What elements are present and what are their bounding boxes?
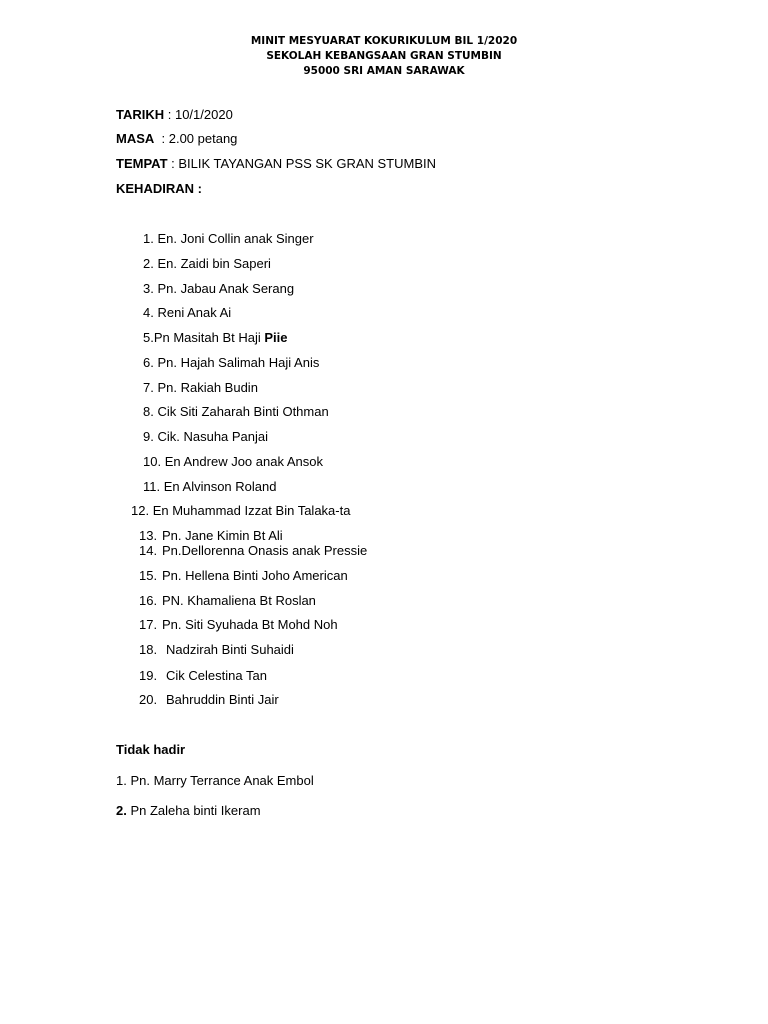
tarikh-value: : 10/1/2020 bbox=[164, 107, 233, 122]
attendee-number: 14. bbox=[139, 543, 158, 558]
attendee-item bbox=[131, 503, 350, 519]
attendee-item bbox=[139, 568, 348, 584]
attendee-number: 13. bbox=[139, 528, 158, 543]
attendee-name: Pn. Rakiah Budin bbox=[157, 380, 258, 395]
attendee-number: 10. bbox=[143, 454, 162, 469]
attendee-name: Pn Masitah Bt Haji bbox=[153, 330, 265, 345]
tarikh-label: TARIKH bbox=[116, 107, 165, 122]
absent-item bbox=[116, 803, 261, 819]
attendee-number: 4. bbox=[143, 305, 154, 320]
attendee-name: En. Joni Collin anak Singer bbox=[157, 231, 314, 246]
attendee-item bbox=[143, 281, 294, 297]
attendee-number: 19. bbox=[139, 668, 158, 683]
absent-item bbox=[116, 773, 314, 789]
attendee-name: Pn. Hellena Binti Joho American bbox=[162, 568, 348, 583]
meta-tarikh bbox=[116, 107, 233, 123]
attendee-number: 5. bbox=[143, 330, 154, 345]
attendee-item bbox=[139, 528, 283, 544]
attendee-item bbox=[143, 305, 231, 321]
attendee-item bbox=[143, 380, 258, 396]
attendee-number: 16. bbox=[139, 593, 158, 608]
attendee-number: 20. bbox=[139, 692, 158, 707]
header-title: MINIT MESYUARAT KOKURIKULUM BIL 1/2020 bbox=[250, 35, 518, 47]
attendee-item bbox=[139, 617, 338, 633]
header-school: SEKOLAH KEBANGSAAN GRAN STUMBIN bbox=[266, 50, 502, 62]
attendee-name: Pn. Jabau Anak Serang bbox=[157, 281, 295, 296]
kehadiran-label: KEHADIRAN : bbox=[116, 181, 202, 196]
attendee-number: 17. bbox=[139, 617, 158, 632]
attendee-number: 8. bbox=[143, 404, 154, 419]
absent-name: Pn. Marry Terrance Anak Embol bbox=[126, 773, 314, 788]
attendee-name: En Muhammad Izzat Bin Talaka-ta bbox=[152, 503, 351, 518]
attendee-name: Pn. Siti Syuhada Bt Mohd Noh bbox=[162, 617, 338, 632]
header-address: 95000 SRI AMAN SARAWAK bbox=[303, 65, 465, 77]
attendee-number: 1. bbox=[143, 231, 154, 246]
attendee-item bbox=[139, 692, 279, 708]
masa-label: MASA bbox=[116, 131, 155, 146]
attendee-name: Pn. Hajah Salimah Haji Anis bbox=[157, 355, 320, 370]
masa-value: : 2.00 petang bbox=[154, 131, 238, 146]
attendee-name: Reni Anak Ai bbox=[157, 305, 232, 320]
attendee-name: En Andrew Joo anak Ansok bbox=[164, 454, 323, 469]
attendee-item bbox=[143, 454, 323, 470]
absent-number: 2. bbox=[116, 803, 127, 818]
attendee-item bbox=[143, 355, 319, 371]
attendee-number: 3. bbox=[143, 281, 154, 296]
tempat-label: TEMPAT bbox=[116, 156, 168, 171]
attendee-name: Pn.Dellorenna Onasis anak Pressie bbox=[162, 543, 368, 558]
meta-masa bbox=[116, 131, 237, 147]
attendee-name-bold: Piie bbox=[264, 330, 288, 345]
attendee-item bbox=[143, 404, 329, 420]
attendee-name: En. Zaidi bin Saperi bbox=[157, 256, 271, 271]
attendee-number: 12. bbox=[131, 503, 150, 518]
attendee-number: 6. bbox=[143, 355, 154, 370]
attendee-name: Pn. Jane Kimin Bt Ali bbox=[162, 528, 283, 543]
attendee-name: Cik. Nasuha Panjai bbox=[157, 429, 269, 444]
attendee-name: Bahruddin Binti Jair bbox=[166, 692, 279, 707]
attendee-name: Nadzirah Binti Suhaidi bbox=[166, 642, 294, 657]
absent-heading: Tidak hadir bbox=[116, 742, 186, 757]
attendee-number: 11. bbox=[143, 479, 161, 494]
document-header bbox=[0, 34, 768, 79]
attendee-number: 18. bbox=[139, 642, 158, 657]
attendee-item bbox=[143, 429, 268, 445]
attendee-item bbox=[143, 479, 276, 495]
attendee-number: 2. bbox=[143, 256, 154, 271]
attendee-number: 15. bbox=[139, 568, 158, 583]
attendee-number: 7. bbox=[143, 380, 154, 395]
attendee-item bbox=[139, 642, 294, 658]
attendee-item bbox=[139, 668, 267, 684]
attendee-item bbox=[143, 256, 271, 272]
attendee-name: PN. Khamaliena Bt Roslan bbox=[162, 593, 316, 608]
absent-name: Pn Zaleha binti Ikeram bbox=[126, 803, 261, 818]
attendee-item bbox=[143, 330, 288, 346]
attendee-item bbox=[139, 543, 367, 559]
attendee-item bbox=[143, 231, 314, 247]
absent-number: 1. bbox=[116, 773, 127, 788]
meta-tempat bbox=[116, 156, 436, 172]
attendee-name: En Alvinson Roland bbox=[163, 479, 277, 494]
tempat-value: : BILIK TAYANGAN PSS SK GRAN STUMBIN bbox=[167, 156, 437, 171]
attendee-number: 9. bbox=[143, 429, 154, 444]
attendee-name: Cik Celestina Tan bbox=[166, 668, 267, 683]
attendee-name: Cik Siti Zaharah Binti Othman bbox=[157, 404, 329, 419]
attendee-item bbox=[139, 593, 316, 609]
